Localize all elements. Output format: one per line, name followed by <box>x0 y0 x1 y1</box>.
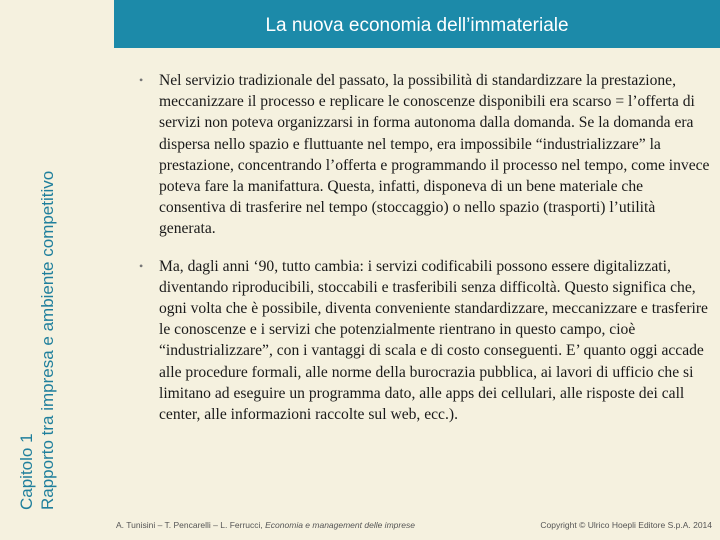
footer-credits <box>116 520 415 530</box>
chapter-sidebar <box>0 0 112 540</box>
bullet-marker: • <box>139 73 144 87</box>
bullet-text: Ma, dagli anni ‘90, tutto cambia: i servizi codificabili possono essere digitalizzati, diventando riproducibili, stoccabili e trasferibili senza difficoltà. Questo significa che, ogni volta che è possibile, diventa conveniente standardizzare, meccanizzare e trasferire le conoscenze e i servizi che potenzialmente rientrano in questo campo, cioè “industrializzare”, con i vantaggi di scala e di costo conseguenti. E’ quanto oggi accade alle procedure formali, alle norme della burocrazia pubblica, ai lavori di ufficio che si limitano ad eseguire un programma dato, alle apps dei cellulari, alle risposte dei call center, alle informazioni raccolte sul web, ecc.). <box>159 257 708 424</box>
bullet-marker: • <box>139 258 144 273</box>
bullet-item <box>125 256 710 426</box>
footer-book-title: Economia e management delle imprese <box>265 520 415 530</box>
bullet-text: Nel servizio tradizionale del passato, la possibilità di standardizzare la prestazione, meccanizzare il processo e replicare le conoscenze disponibili era scarso = l’offerta di servizi non poteva organizzarsi in forma autonoma dalla domanda. Se la domanda era dispersa nello spazio e fluttuante nel tempo, era impossibile “industrializzare” la prestazione, concentrando l’offerta e programmando il processo nel tempo, come invece poteva fare la manifattura. Questa, infatti, disponeva di un bene materiale che consentiva di trasferire nel tempo (stoccaggio) o nello spazio (trasporti) l’utilità generata. <box>159 72 710 238</box>
chapter-title: Rapporto tra impresa e ambiente competitivo <box>38 170 57 510</box>
slide-content <box>125 70 710 425</box>
slide-header <box>114 0 720 48</box>
slide-title: La nuova economia dell’immateriale <box>265 15 569 36</box>
bullet-item <box>125 70 710 240</box>
footer-copyright: Copyright © Ulrico Hoepli Editore S.p.A. 2014 <box>540 520 712 530</box>
chapter-label <box>16 171 58 510</box>
footer-authors: A. Tunisini – T. Pencarelli – L. Ferrucci, <box>116 520 266 530</box>
chapter-number: Capitolo 1 <box>17 433 36 510</box>
